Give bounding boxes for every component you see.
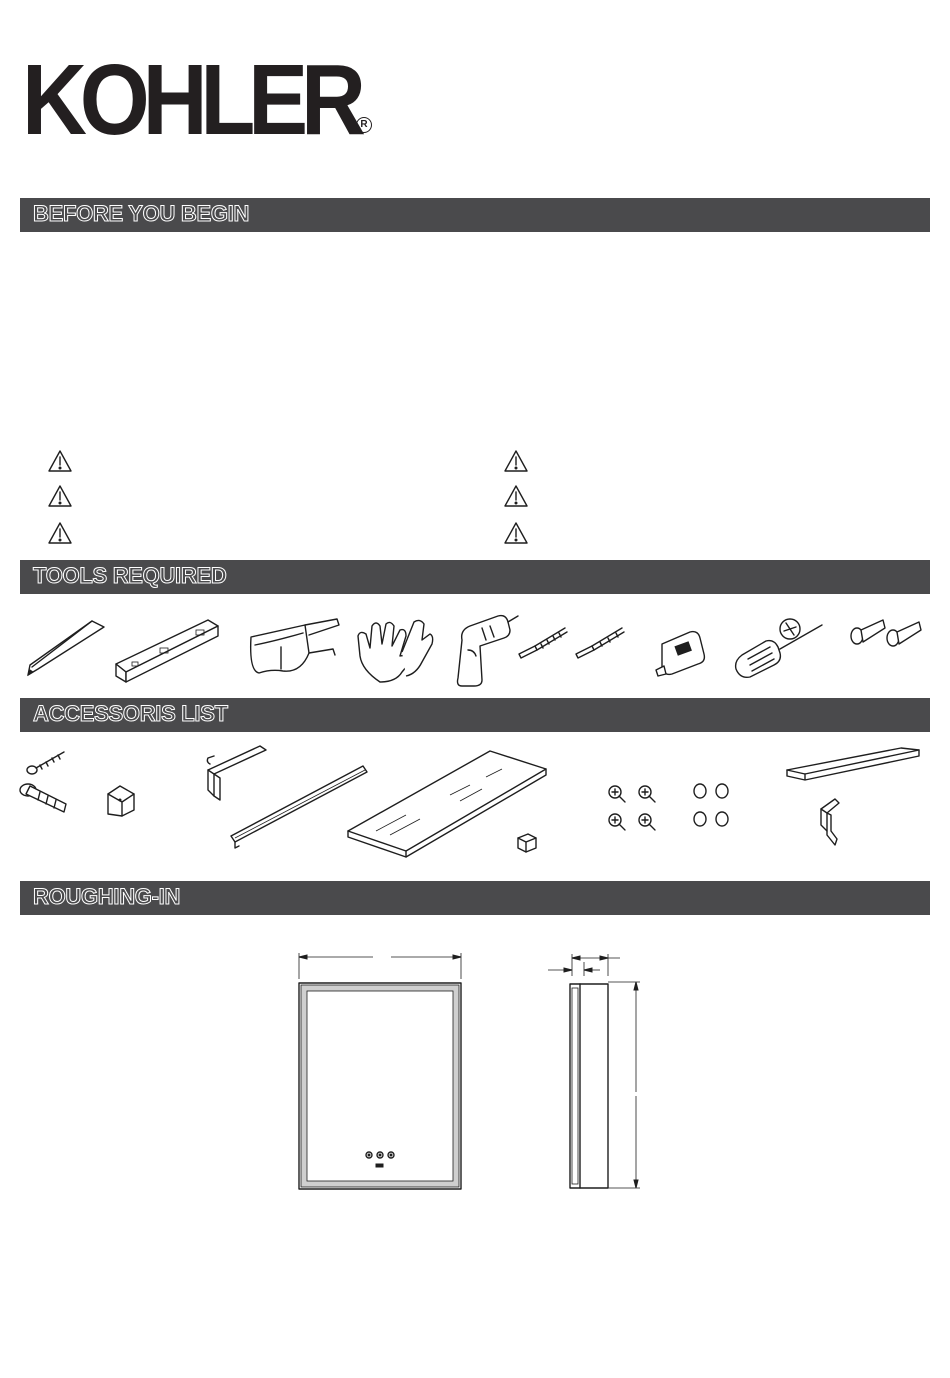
phillips-screwdriver-icon (732, 615, 827, 683)
pencil-icon (20, 615, 110, 680)
warning-icon (503, 449, 529, 473)
bracket-icon (815, 795, 845, 850)
cabinet-front-view (285, 945, 475, 1195)
level-icon (112, 612, 222, 682)
warning-icon (47, 521, 73, 545)
shelf-strip-icon (783, 742, 923, 782)
drill-icon (452, 610, 522, 688)
bumper-icon (690, 780, 736, 832)
section-accessories-list (20, 698, 930, 732)
shelf-support-icon (512, 830, 542, 856)
section-tools-required (20, 560, 930, 594)
kohler-logo: KOHLER (22, 44, 359, 156)
drill-bit-icon (515, 620, 570, 660)
tape-measure-icon (650, 620, 710, 680)
section-title: ROUGHING-IN (33, 884, 181, 909)
clip-icon (100, 780, 140, 820)
wall-anchor-icon (845, 612, 925, 652)
warning-icon (47, 484, 73, 508)
drill-bit-icon (572, 620, 627, 660)
gloves-icon (350, 612, 435, 687)
safety-glasses-icon (245, 615, 340, 677)
warning-icon (47, 449, 73, 473)
section-title: TOOLS REQUIRED (33, 563, 227, 588)
registered-mark: R (356, 117, 372, 133)
warning-icon (503, 521, 529, 545)
section-title: ACCESSORIS LIST (33, 701, 228, 726)
screw-set-icon (603, 778, 665, 834)
section-title: BEFORE YOU BEGIN (33, 201, 250, 226)
cabinet-side-view (540, 948, 660, 1196)
anchor-icon (16, 778, 76, 820)
warning-icon (503, 484, 529, 508)
screw-icon (20, 748, 70, 778)
section-roughing-in (20, 881, 930, 915)
section-before-you-begin (20, 198, 930, 232)
